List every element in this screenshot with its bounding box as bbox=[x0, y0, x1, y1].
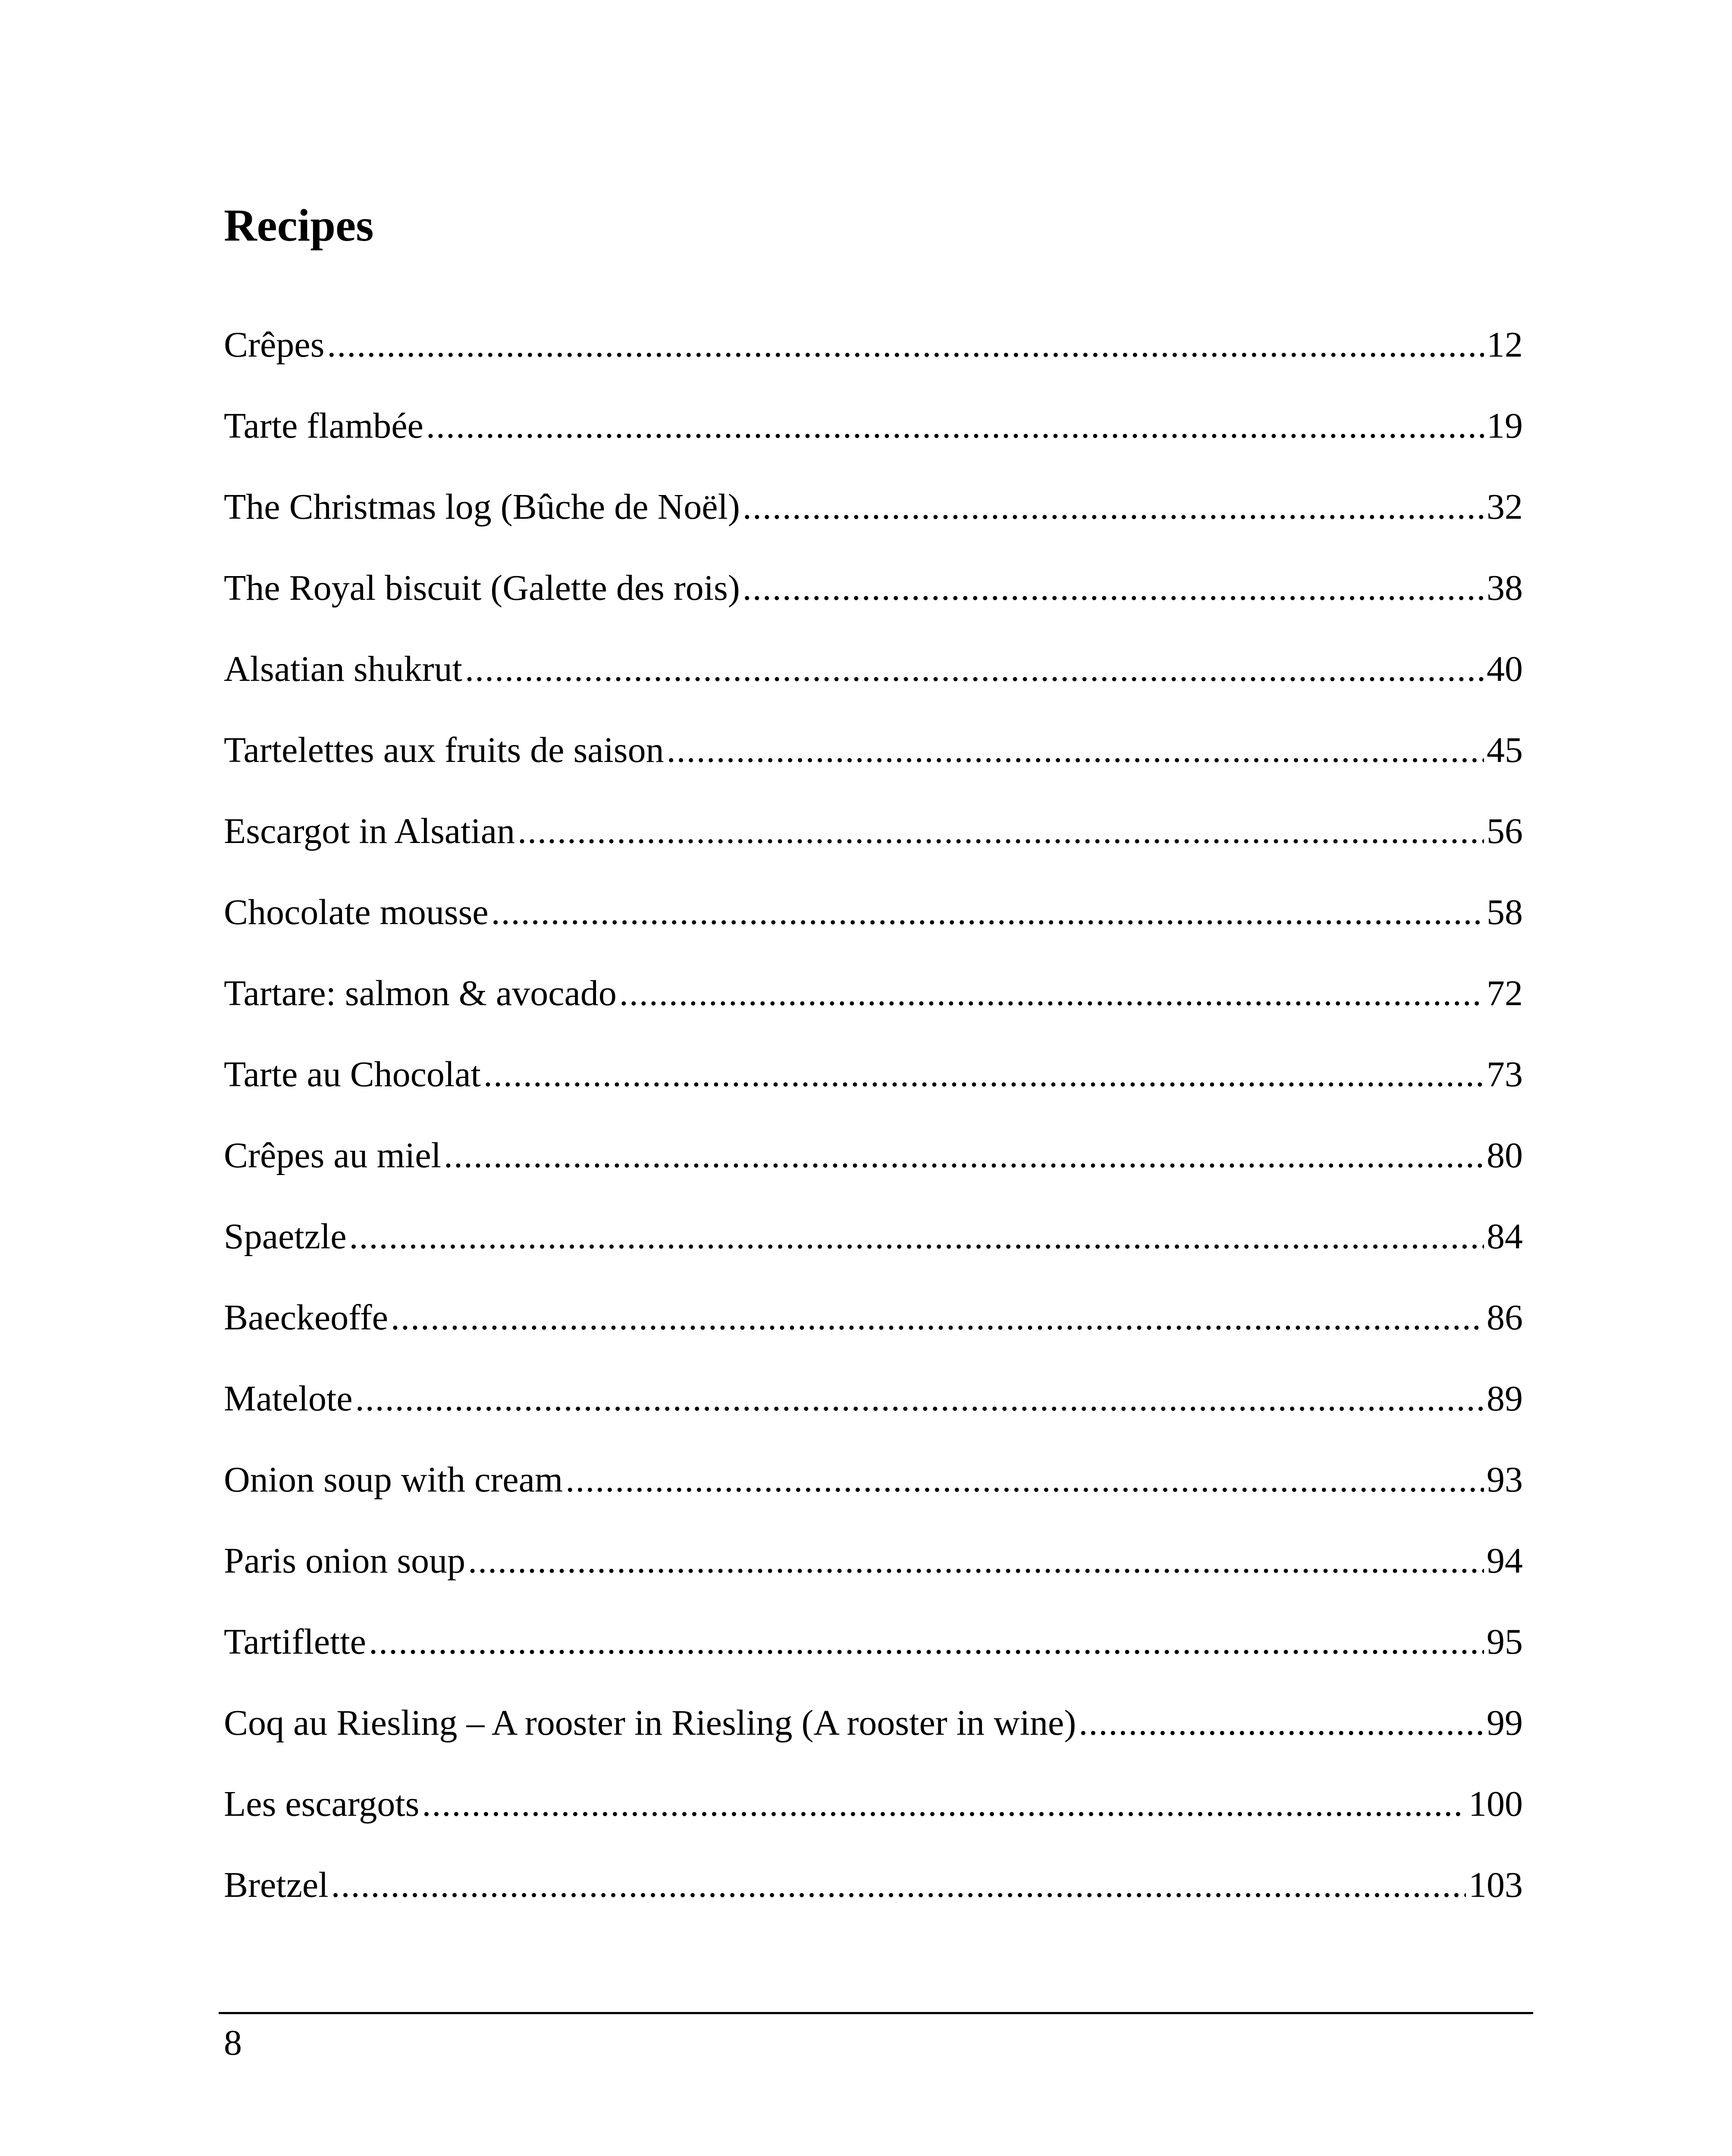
toc-entry-page: 12 bbox=[1487, 325, 1523, 365]
toc-entry-coq-au-riesling[interactable] bbox=[224, 1705, 1523, 1786]
toc-entry-title: Tarte flambée bbox=[224, 406, 424, 446]
dot-leader bbox=[619, 975, 1484, 1012]
toc-entry-page: 45 bbox=[1487, 730, 1523, 770]
dot-leader bbox=[1079, 1705, 1484, 1741]
dot-leader bbox=[468, 1543, 1484, 1579]
toc-entry-page: 19 bbox=[1487, 406, 1523, 446]
toc-entry-tarte-chocolat[interactable] bbox=[224, 1056, 1523, 1138]
page-title: Recipes bbox=[224, 200, 374, 251]
toc-entry-page: 94 bbox=[1487, 1541, 1523, 1581]
footer-divider bbox=[219, 2012, 1533, 2014]
toc-entry-spaetzle[interactable] bbox=[224, 1216, 1523, 1300]
toc-entry-title: Alsatian shukrut bbox=[224, 649, 462, 689]
toc-entry-tartelettes[interactable] bbox=[224, 732, 1523, 813]
toc-entry-title: Les escargots bbox=[224, 1784, 420, 1824]
dot-leader bbox=[743, 570, 1484, 606]
toc-entry-title: Crêpes au miel bbox=[224, 1135, 441, 1175]
toc-entry-tartiflette[interactable] bbox=[224, 1624, 1523, 1705]
toc-entry-chocolate-mousse[interactable] bbox=[224, 894, 1523, 975]
dot-leader bbox=[444, 1138, 1484, 1174]
page-number: 8 bbox=[224, 2023, 242, 2063]
toc-entry-page: 80 bbox=[1487, 1135, 1523, 1175]
dot-leader bbox=[369, 1624, 1484, 1660]
toc-entry-page: 32 bbox=[1487, 487, 1523, 527]
toc-entry-onion-soup-cream[interactable] bbox=[224, 1462, 1523, 1543]
toc-entry-title: Tartiflette bbox=[224, 1622, 366, 1662]
dot-leader bbox=[465, 651, 1484, 687]
toc-entry-royal-biscuit[interactable] bbox=[224, 570, 1523, 651]
dot-leader bbox=[422, 1786, 1466, 1822]
dot-leader bbox=[355, 1381, 1484, 1417]
dot-leader bbox=[391, 1300, 1484, 1336]
toc-entry-alsatian-shukrut[interactable] bbox=[224, 651, 1523, 732]
toc-entry-page: 72 bbox=[1487, 973, 1523, 1013]
toc-entry-tartare[interactable] bbox=[224, 975, 1523, 1056]
toc-entry-bretzel[interactable] bbox=[224, 1867, 1523, 1948]
toc-entry-title: Tarte au Chocolat bbox=[224, 1054, 481, 1094]
toc-entry-page: 84 bbox=[1487, 1216, 1523, 1257]
toc-entry-page: 40 bbox=[1487, 649, 1523, 689]
dot-leader bbox=[349, 1219, 1484, 1255]
toc-entry-title: Paris onion soup bbox=[224, 1541, 466, 1581]
toc-entry-crepes[interactable] bbox=[224, 327, 1523, 408]
toc-entry-page: 86 bbox=[1487, 1297, 1523, 1338]
toc-entry-page: 93 bbox=[1487, 1460, 1523, 1500]
toc-entry-baeckeoffe[interactable] bbox=[224, 1297, 1523, 1381]
toc-entry-page: 103 bbox=[1468, 1865, 1523, 1905]
toc-entry-tarte-flambee[interactable] bbox=[224, 408, 1523, 489]
dot-leader bbox=[666, 732, 1484, 768]
toc-entry-title: The Christmas log (Bûche de Noël) bbox=[224, 487, 740, 527]
dot-leader bbox=[327, 327, 1484, 363]
toc-entry-page: 56 bbox=[1487, 811, 1523, 851]
toc-entry-title: Matelote bbox=[224, 1379, 353, 1419]
table-of-contents bbox=[224, 327, 1523, 1948]
toc-entry-title: Baeckeoffe bbox=[224, 1297, 388, 1338]
dot-leader bbox=[331, 1867, 1466, 1903]
toc-entry-page: 73 bbox=[1487, 1054, 1523, 1094]
dot-leader bbox=[483, 1056, 1484, 1093]
toc-entry-escargot-alsatian[interactable] bbox=[224, 813, 1523, 894]
toc-entry-title: The Royal biscuit (Galette des rois) bbox=[224, 568, 740, 608]
dot-leader bbox=[743, 489, 1484, 525]
toc-entry-page: 100 bbox=[1468, 1784, 1523, 1824]
toc-entry-page: 99 bbox=[1487, 1703, 1523, 1743]
toc-entry-title: Chocolate mousse bbox=[224, 892, 489, 932]
toc-entry-paris-onion-soup[interactable] bbox=[224, 1543, 1523, 1624]
toc-entry-matelote[interactable] bbox=[224, 1381, 1523, 1462]
toc-entry-les-escargots[interactable] bbox=[224, 1786, 1523, 1867]
toc-entry-page: 89 bbox=[1487, 1379, 1523, 1419]
dot-leader bbox=[565, 1462, 1484, 1498]
toc-entry-crepes-miel[interactable] bbox=[224, 1135, 1523, 1219]
toc-entry-title: Tartelettes aux fruits de saison bbox=[224, 730, 664, 770]
toc-entry-title: Spaetzle bbox=[224, 1216, 347, 1257]
toc-entry-title: Tartare: salmon & avocado bbox=[224, 973, 617, 1013]
toc-entry-title: Bretzel bbox=[224, 1865, 329, 1905]
toc-entry-title: Onion soup with cream bbox=[224, 1460, 563, 1500]
toc-entry-title: Coq au Riesling – A rooster in Riesling (A rooster in wine) bbox=[224, 1703, 1076, 1743]
dot-leader bbox=[426, 408, 1484, 444]
toc-entry-christmas-log[interactable] bbox=[224, 489, 1523, 570]
dot-leader bbox=[491, 894, 1484, 931]
toc-entry-page: 58 bbox=[1487, 892, 1523, 932]
toc-entry-title: Escargot in Alsatian bbox=[224, 811, 515, 851]
dot-leader bbox=[518, 813, 1484, 849]
toc-entry-title: Crêpes bbox=[224, 325, 325, 365]
toc-entry-page: 95 bbox=[1487, 1622, 1523, 1662]
toc-entry-page: 38 bbox=[1487, 568, 1523, 608]
